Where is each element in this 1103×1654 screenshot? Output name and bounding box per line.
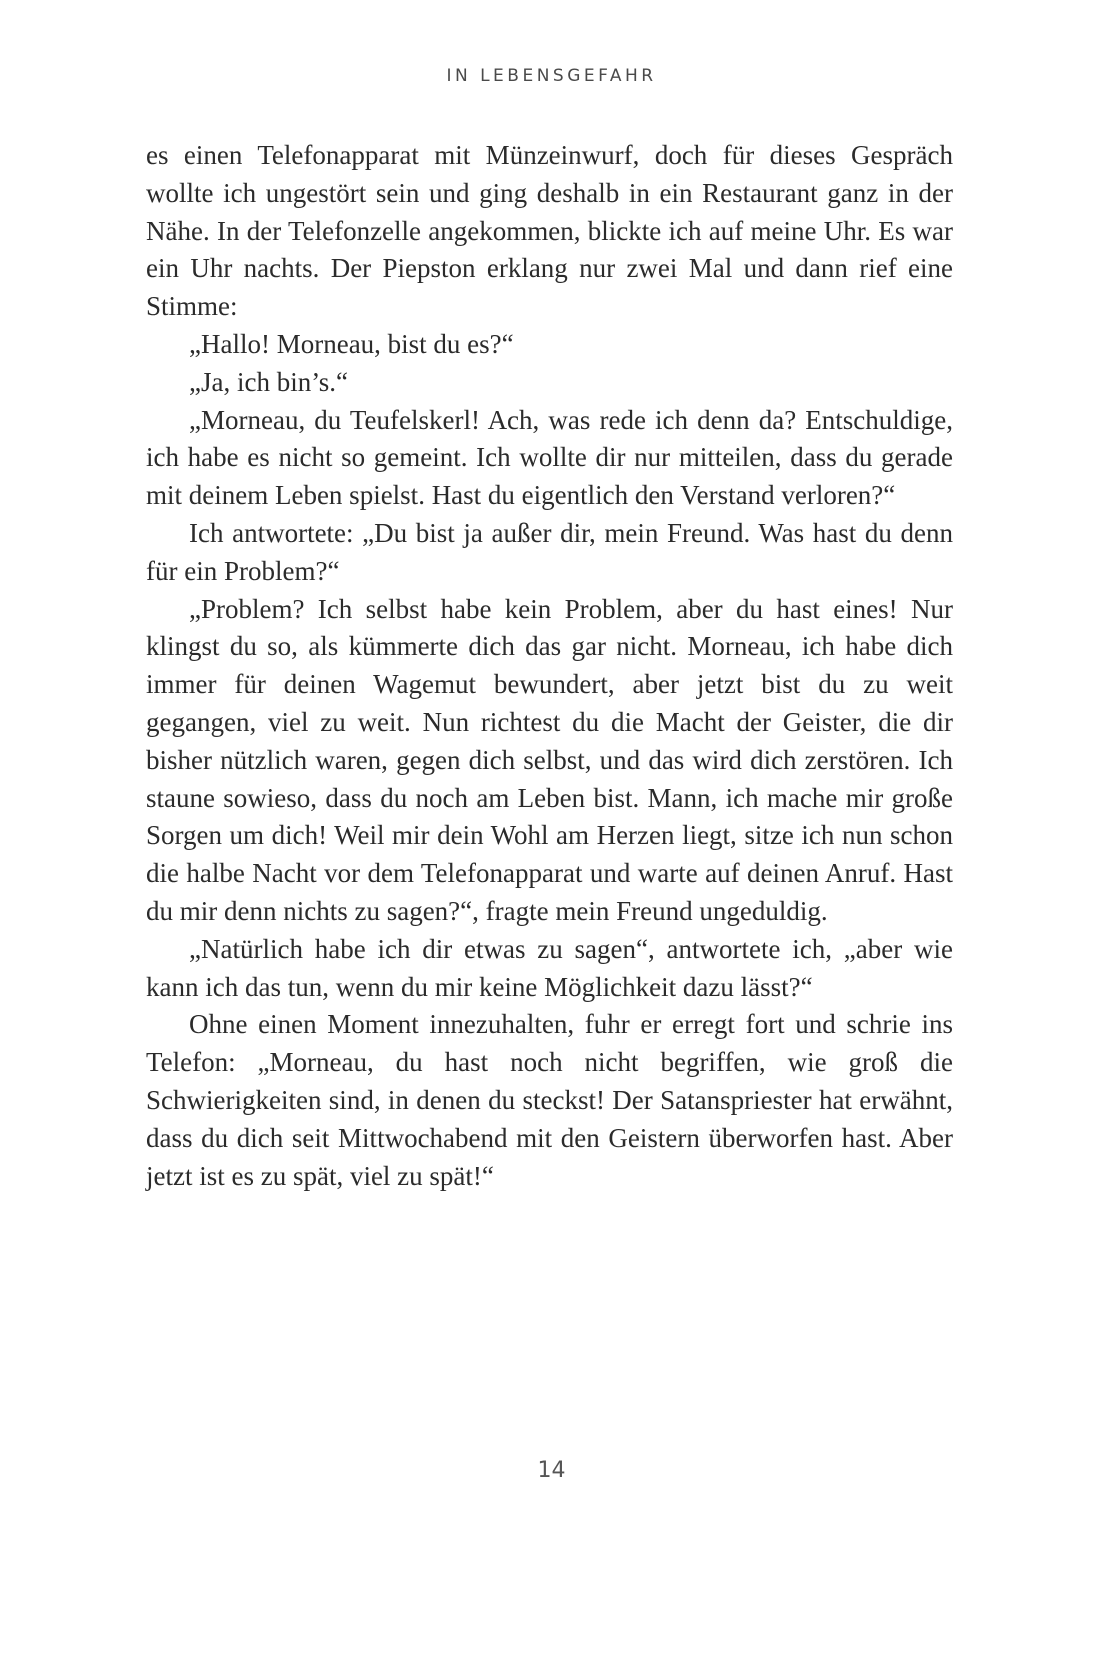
paragraph: „Problem? Ich selbst habe kein Problem, aber du hast eines! Nur klingst du so, als kümmerte dich das gar nicht. Morneau, ich habe dich immer für deinen Wagemut bewundert, aber jetzt bist du zu weit gegangen, viel zu weit. Nun richtest du die Macht der Geister, die dir bisher nützlich waren, gegen dich selbst, und das wird dich zerstören. Ich staune sowieso, dass du noch am Leben bist. Mann, ich mache mir große Sorgen um dich! Weil mir dein Wohl am Herzen liegt, sitze ich nun schon die halbe Nacht vor dem Telefonapparat und warte auf deinen Anruf. Hast du mir denn nichts zu sagen?“, fragte mein Freund ungeduldig.: [146, 593, 953, 926]
paragraph: „Hallo! Morneau, bist du es?“: [189, 328, 514, 359]
paragraph: „Morneau, du Teufelskerl! Ach, was rede ich denn da? Entschuldige, ich habe es nicht so gemeint. Ich wollte dir nur mitteilen, dass du gerade mit deinem Leben spielst. Hast du eigentlich den Verstand verloren?“: [146, 404, 953, 511]
paragraph: „Natürlich habe ich dir etwas zu sagen“, antwortete ich, „aber wie kann ich das tun, wenn du mir keine Möglichkeit dazu lässt?“: [146, 933, 953, 1002]
paragraph: Ich antwortete: „Du bist ja außer dir, mein Freund. Was hast du denn für ein Problem?“: [146, 517, 953, 586]
paragraph: „Ja, ich bin’s.“: [189, 366, 348, 397]
running-header: IN LEBENSGEFAHR: [446, 66, 657, 86]
body-text: [146, 137, 953, 1195]
paragraph-continuation: es einen Telefonapparat mit Münzeinwurf, doch für dieses Gespräch wollte ich ungestört sein und ging deshalb in ein Restaurant ganz in der Nähe. In der Telefonzelle angekommen, blickte ich auf meine Uhr. Es war ein Uhr nachts. Der Piepston erklang nur zwei Mal und dann rief eine Stimme:: [146, 140, 953, 322]
page-number: 14: [537, 1458, 566, 1483]
paragraph: Ohne einen Moment innezuhalten, fuhr er erregt fort und schrie ins Telefon: „Morneau, du hast noch nicht begriffen, wie groß die Schwierigkeiten sind, in denen du steckst! Der Satanspriester hat erwähnt, dass du dich seit Mittwochabend mit den Geistern überworfen hast. Aber jetzt ist es zu spät, viel zu spät!“: [146, 1009, 953, 1191]
